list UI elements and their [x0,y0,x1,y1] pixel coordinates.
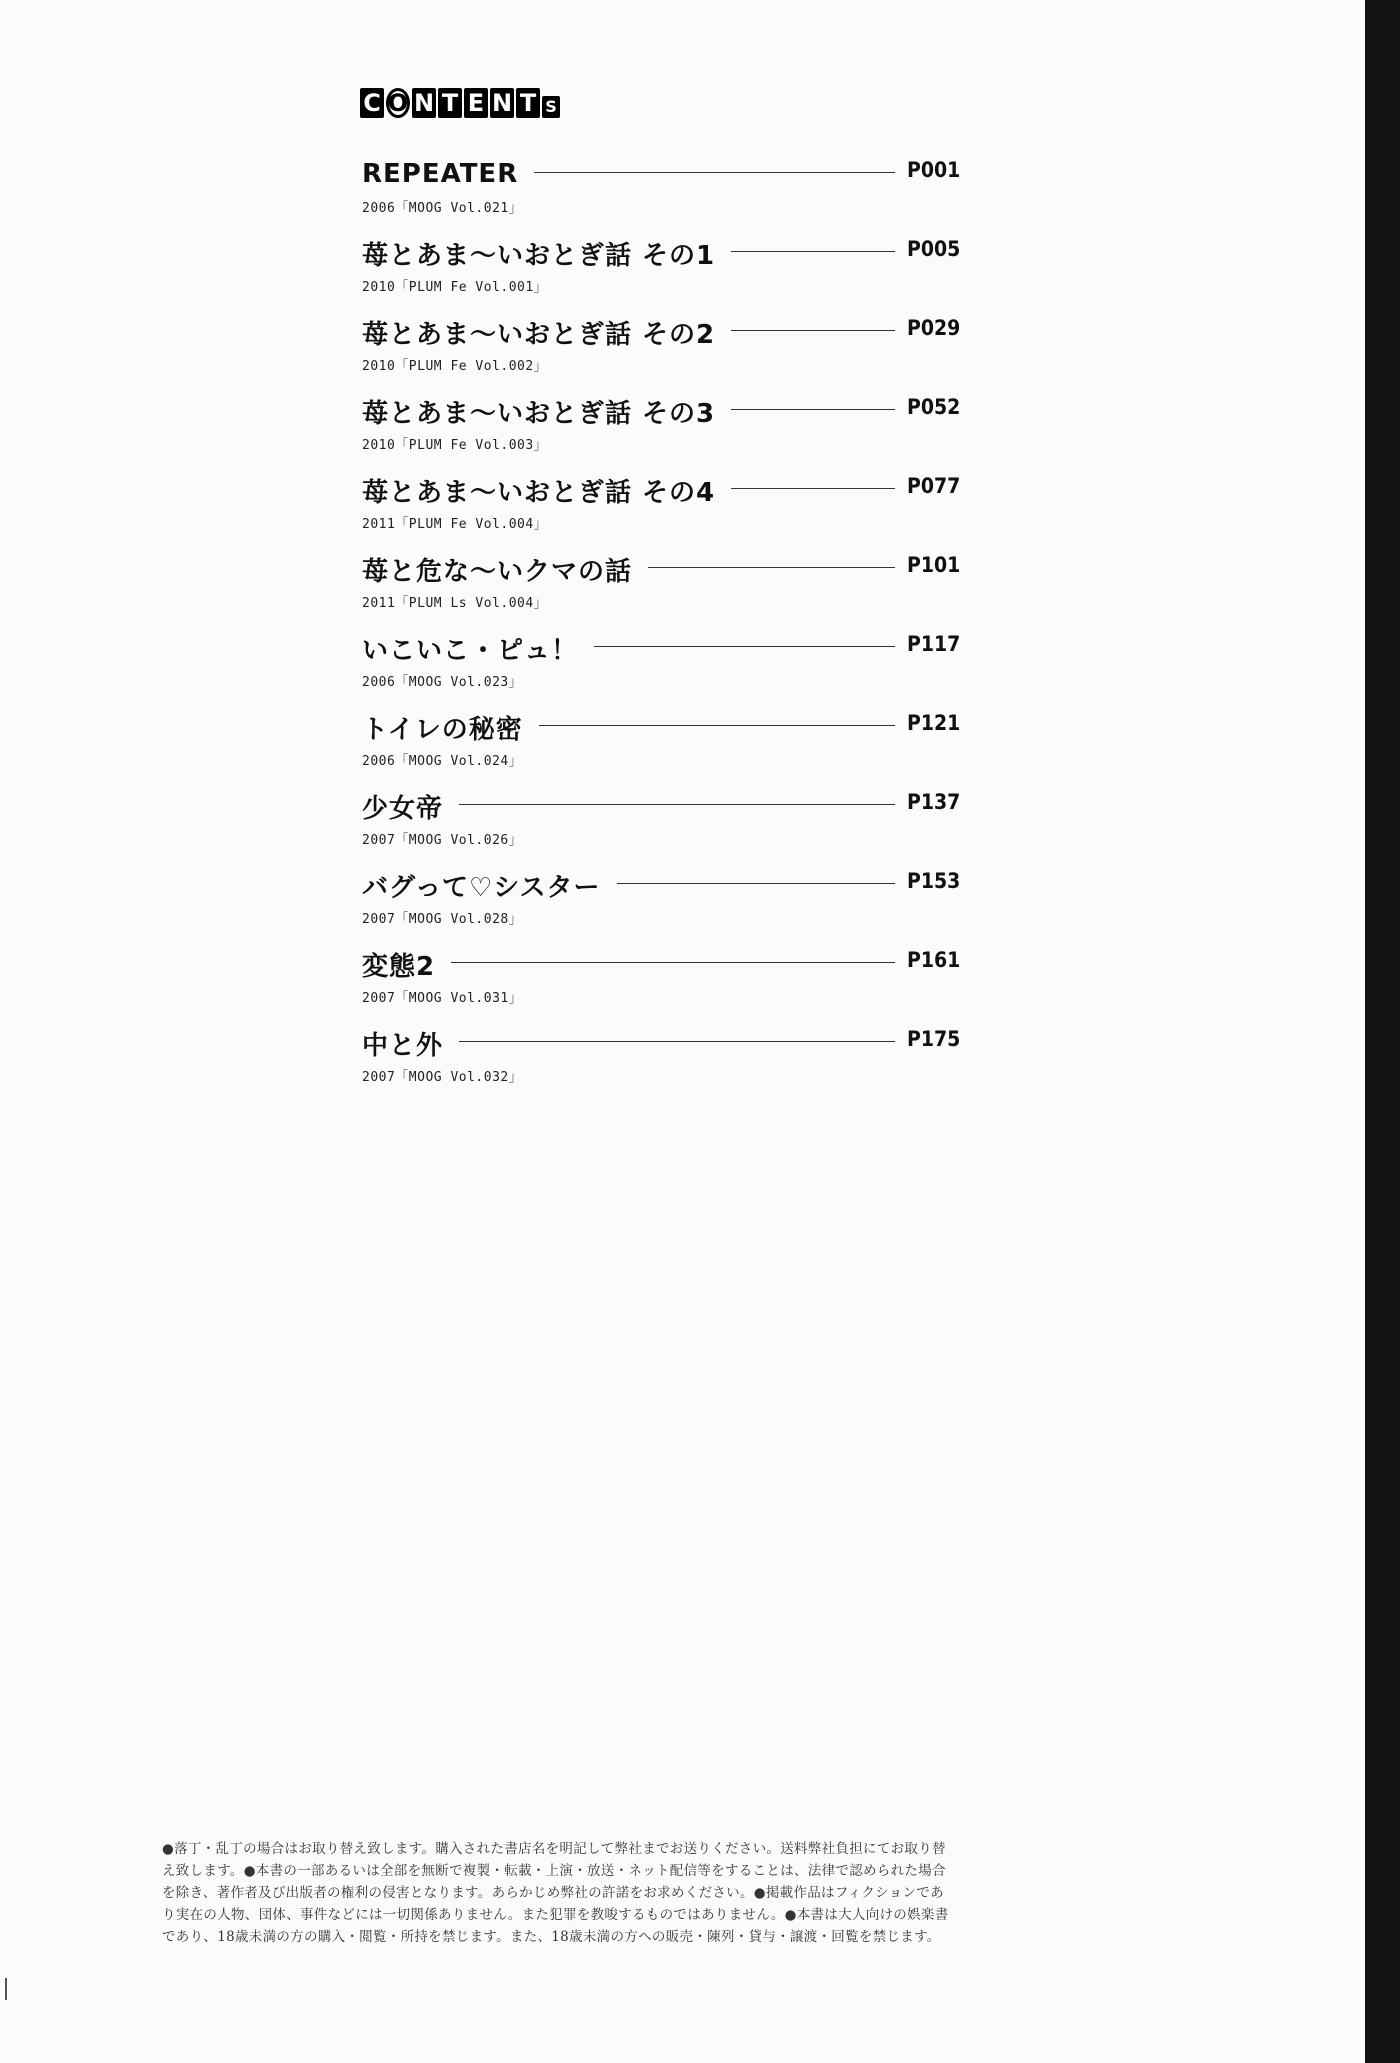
toc-page-number: P001 [907,158,961,182]
notice-line: ●落丁・乱丁の場合はお取り替え致します。購入された書店名を明記して弊社までお送りください。送料弊社負担にてお取り替 [162,1841,946,1857]
toc-title: 少女帝 [362,793,444,824]
leader-line [594,646,895,647]
toc-source: 2010「PLUM Fe Vol.001」 [362,280,548,295]
toc-entry[interactable] [362,629,962,708]
toc-source: 2006「MOOG Vol.021」 [362,201,523,216]
toc-entry[interactable] [362,945,962,1024]
table-of-contents [362,155,962,1103]
leader-line [731,409,895,410]
toc-source: 2011「PLUM Fe Vol.004」 [362,517,548,532]
leader-line [731,330,895,331]
contents-logo [360,88,562,118]
toc-page-number: P137 [907,790,961,814]
toc-title: 苺とあま〜いおとぎ話 その3 [362,398,716,429]
toc-page-number: P052 [907,395,961,419]
leader-line [459,804,895,805]
toc-entry[interactable] [362,866,962,945]
legal-notice [162,1838,1172,1948]
toc-source: 2007「MOOG Vol.026」 [362,833,523,848]
leader-line [539,725,895,726]
logo-letter: E [464,88,488,118]
toc-entry[interactable] [362,708,962,787]
toc-entry[interactable] [362,471,962,550]
toc-title: 苺とあま〜いおとぎ話 その1 [362,240,716,271]
toc-entry[interactable] [362,1024,962,1103]
toc-source: 2011「PLUM Ls Vol.004」 [362,596,548,611]
toc-page-number: P029 [907,316,961,340]
toc-entry[interactable] [362,313,962,392]
toc-title: 苺と危な〜いクマの話 [362,556,633,587]
logo-letter: N [491,89,513,117]
toc-title: 苺とあま〜いおとぎ話 その4 [362,477,716,508]
logo-letter: T [438,88,462,118]
leader-line [617,883,896,884]
leader-line [731,251,895,252]
toc-entry[interactable] [362,234,962,313]
toc-title: 変態2 [362,951,436,982]
notice-line: を除き、著作者及び出版者の権利の侵害となります。あらかじめ弊社の許諾をお求めください。●掲載作品はフィクションであ [162,1885,944,1901]
logo-letter: N [413,89,435,117]
page-edge-shadow [1365,0,1400,2063]
toc-title: 苺とあま〜いおとぎ話 その2 [362,319,716,350]
toc-source: 2010「PLUM Fe Vol.003」 [362,438,548,453]
notice-line: え致します。●本書の一部あるいは全部を無断で複製・転載・上演・放送・ネット配信等をすることは、法律で認められた場合 [162,1863,946,1879]
toc-page-number: P077 [907,474,961,498]
toc-source: 2006「MOOG Vol.023」 [362,675,523,690]
leader-line [731,488,895,489]
leader-line [459,1041,895,1042]
toc-entry[interactable] [362,155,962,234]
leader-line [648,567,895,568]
toc-entry[interactable] [362,392,962,471]
toc-source: 2007「MOOG Vol.032」 [362,1070,523,1085]
toc-source: 2010「PLUM Fe Vol.002」 [362,359,548,374]
toc-page-number: P161 [907,948,961,972]
toc-page-number: P005 [907,237,961,261]
toc-source: 2006「MOOG Vol.024」 [362,754,523,769]
toc-title: いこいこ・ピュ！ [362,635,579,666]
toc-source: 2007「MOOG Vol.028」 [362,912,523,927]
toc-source: 2007「MOOG Vol.031」 [362,991,523,1006]
toc-page-number: P175 [907,1027,961,1051]
toc-page-number: P101 [907,553,961,577]
logo-letter: S [542,96,560,118]
toc-entry[interactable] [362,787,962,866]
logo-letter: O [387,89,409,117]
toc-title: バグって♡シスター [362,872,601,903]
toc-title: REPEATER [362,159,519,189]
toc-page-number: P117 [907,632,961,656]
leader-line [451,962,895,963]
leader-line [534,172,895,173]
notice-line: であり、18歳未満の方の購入・閲覧・所持を禁じます。また、18歳未満の方への販売・陳列・貸与・譲渡・回覧を禁じます。 [162,1929,941,1945]
scan-mark [5,1978,7,2000]
toc-page-number: P121 [907,711,961,735]
logo-letter: C [360,88,384,118]
toc-title: トイレの秘密 [362,714,523,745]
toc-title: 中と外 [362,1030,444,1061]
notice-line: り実在の人物、団体、事件などには一切関係ありません。また犯罪を教唆するものではありません。●本書は大人向けの娯楽書 [162,1907,949,1923]
toc-entry[interactable] [362,550,962,629]
toc-page-number: P153 [907,869,961,893]
logo-letter: T [516,88,540,118]
